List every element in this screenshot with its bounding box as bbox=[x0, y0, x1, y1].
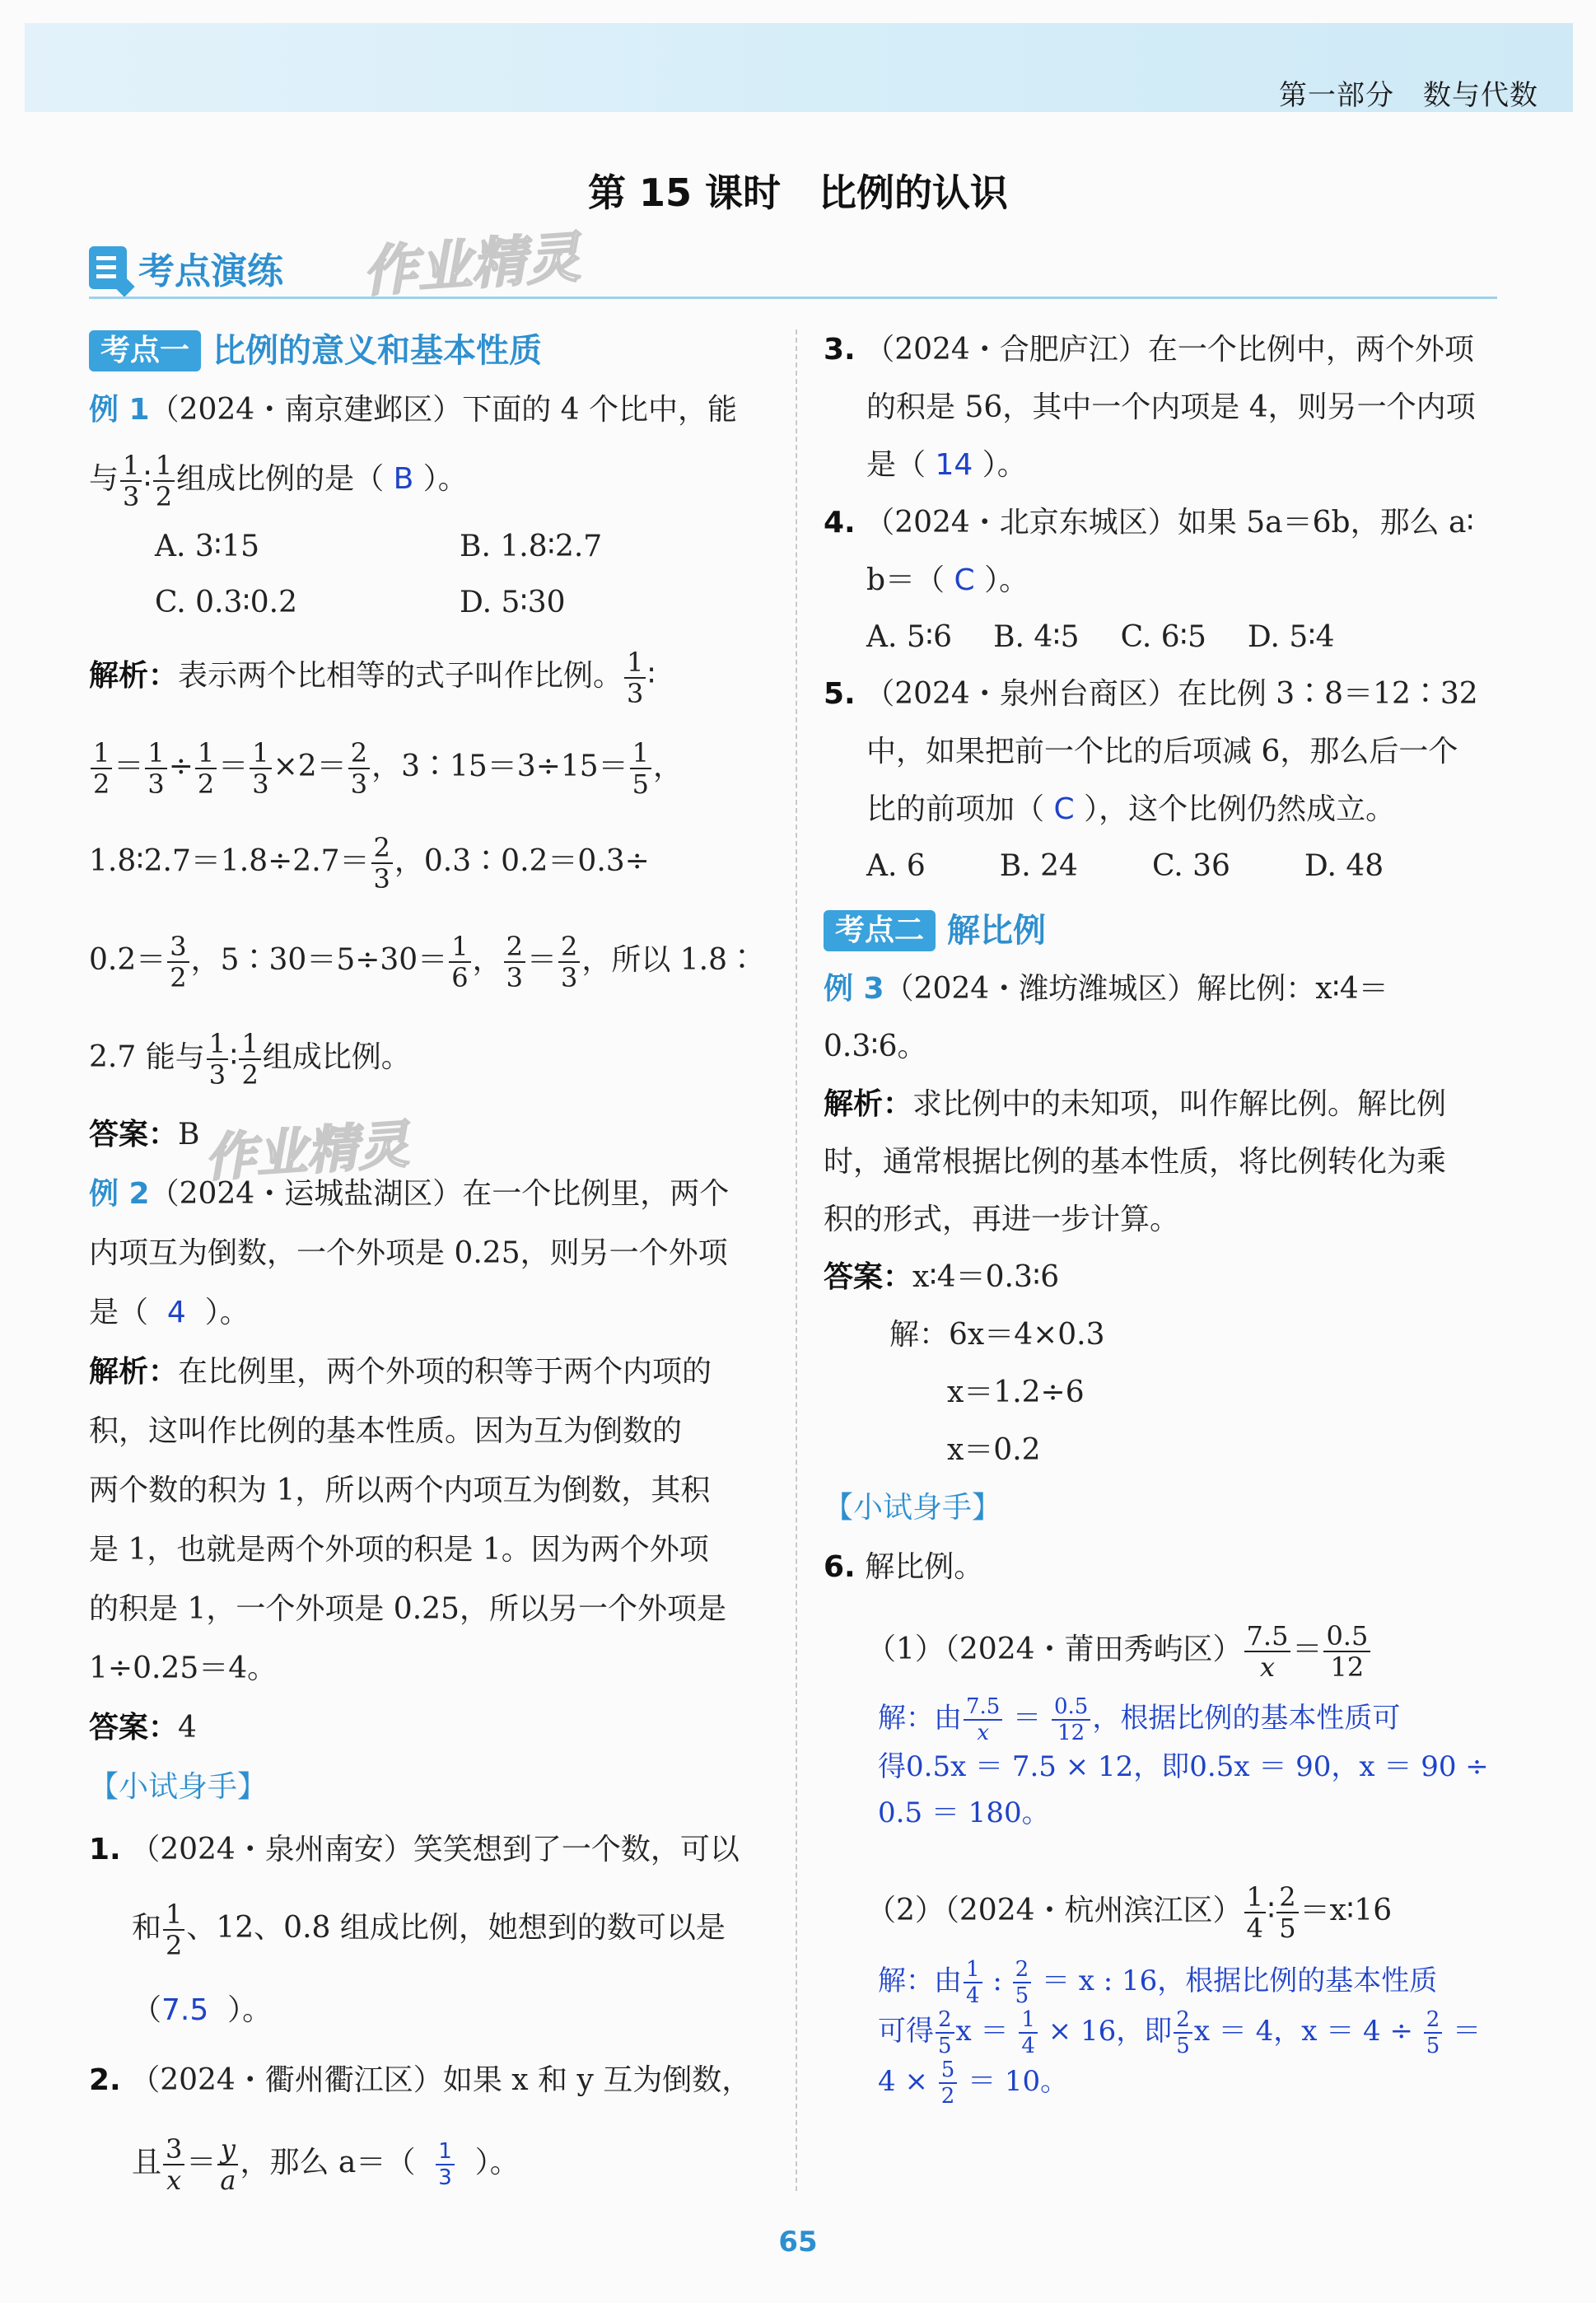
fraction: $\frac{0.5}{12}$ bbox=[1052, 1696, 1090, 1744]
fraction: $\frac{1}{2}$ bbox=[91, 740, 112, 797]
option: C. 0.3∶0.2 bbox=[155, 586, 298, 619]
question-3 bbox=[824, 321, 1507, 494]
analysis: ，0.3∶0.2＝0.3÷ bbox=[394, 844, 650, 878]
solution: 0.5 ＝ 180。 bbox=[878, 1796, 1050, 1829]
fraction: $\frac{2}{5}$ bbox=[936, 2009, 954, 2057]
option: A. 3∶15 bbox=[155, 530, 259, 563]
analysis: 积，这叫作比例的基本性质。因为互为倒数的 bbox=[89, 1414, 683, 1448]
fraction: $\frac{1}{2}$ bbox=[239, 1030, 260, 1088]
question-number: 6. bbox=[824, 1550, 856, 1584]
source: （2024・潍坊潍城区） bbox=[884, 972, 1197, 1006]
solution: × 16，即 bbox=[1038, 2015, 1173, 2048]
analysis: 1.8∶2.7＝1.8÷2.7＝ bbox=[89, 844, 370, 878]
part-label: （2） bbox=[866, 1894, 945, 1927]
fraction: $\frac{2}{3}$ bbox=[558, 933, 580, 991]
solution: ＝ 10。 bbox=[959, 2065, 1069, 2098]
source: （2024・衢州衢江区） bbox=[130, 2063, 443, 2097]
analysis: 求比例中的未知项，叫作解比例。解比例 bbox=[912, 1087, 1447, 1121]
analysis: 0.2＝ bbox=[89, 943, 166, 977]
section-heading bbox=[89, 239, 283, 297]
stem: b＝（ bbox=[866, 563, 945, 597]
source: （2024・南京建邺区） bbox=[149, 393, 463, 427]
fraction: $\frac{1}{3}$ bbox=[250, 740, 271, 797]
stem: ），这个比例仍然成立。 bbox=[1084, 792, 1396, 826]
stem: 和 bbox=[132, 1911, 162, 1945]
fraction: $\frac{1}{2}$ bbox=[153, 452, 175, 510]
stem: 在一个比例中，两个外项 bbox=[1147, 333, 1474, 367]
stem: 在比例 3∶8＝12∶32 bbox=[1177, 677, 1478, 711]
fraction: $\frac{1}{2}$ bbox=[163, 1901, 184, 1959]
analysis: 是 1，也就是两个外项的积是 1。因为两个外项 bbox=[89, 1533, 709, 1567]
option: C. 36 bbox=[1151, 849, 1230, 883]
option: C. 6∶5 bbox=[1120, 620, 1206, 654]
source: （2024・合肥庐江） bbox=[865, 333, 1148, 367]
option: D. 5∶4 bbox=[1247, 620, 1335, 654]
option: A. 5∶6 bbox=[866, 620, 953, 654]
solution-step: x＝0.2 bbox=[947, 1433, 1041, 1467]
solution: 可得 bbox=[878, 2015, 934, 2048]
answer: 14 bbox=[935, 448, 973, 482]
analysis: 表示两个比相等的式子叫作比例。 bbox=[178, 659, 623, 693]
fraction: $\frac{2}{5}$ bbox=[1174, 2009, 1192, 2057]
fraction: $\frac{3}{x}$ bbox=[163, 2136, 184, 2193]
solution: ＝ x : 16，根据比例的基本性质 bbox=[1033, 1964, 1438, 1997]
question-number: 3. bbox=[824, 333, 856, 367]
stem: ）。 bbox=[227, 1993, 273, 2027]
fraction: $\frac{3}{2}$ bbox=[167, 933, 189, 991]
fraction: $\frac{7.5}{x}$ bbox=[964, 1696, 1002, 1744]
watermark: 作业精灵 bbox=[361, 225, 582, 305]
lesson-title: 第 15 课时 比例的认识 bbox=[587, 171, 1009, 215]
solution: 4 × bbox=[878, 2065, 928, 2098]
equation: ＝x∶16 bbox=[1300, 1894, 1393, 1927]
solution: x ＝ bbox=[955, 2015, 1009, 2048]
fraction: $\frac{2}{3}$ bbox=[348, 740, 370, 797]
fraction: $\frac{1}{6}$ bbox=[449, 933, 470, 991]
topic-heading bbox=[824, 901, 1507, 960]
fraction: $\frac{1}{4}$ bbox=[1019, 2009, 1038, 2057]
stem: 组成比例的是（ bbox=[176, 462, 385, 496]
stem: 中，如果把前一个比的后项减 6，那么后一个 bbox=[866, 735, 1458, 768]
option: D. 5∶30 bbox=[460, 586, 566, 619]
fraction: $\frac{2}{5}$ bbox=[1013, 1959, 1032, 2006]
fraction: $\frac{1}{3}$ bbox=[145, 740, 166, 797]
analysis: 时，通常根据比例的基本性质，将比例转化为乘 bbox=[824, 1145, 1447, 1179]
fraction: $\frac{1}{5}$ bbox=[630, 740, 651, 797]
answer: C bbox=[1053, 792, 1075, 826]
solution-step: x∶4＝0.3∶6 bbox=[912, 1260, 1060, 1294]
question-5 bbox=[824, 666, 1507, 895]
page-number: 65 bbox=[778, 2226, 818, 2259]
answer-value: B bbox=[178, 1118, 200, 1152]
fraction: $\frac{1}{3}$ bbox=[624, 649, 646, 707]
fraction: $\frac{2}{5}$ bbox=[1424, 2009, 1443, 2057]
question-number: 4. bbox=[824, 506, 856, 540]
fraction: $\frac{1}{4}$ bbox=[964, 1959, 982, 2006]
solution: 解：由 bbox=[878, 1702, 962, 1735]
stem: 、12、0.8 组成比例，她想到的数可以是 bbox=[186, 1911, 726, 1945]
fraction: $\frac{1}{2}$ bbox=[195, 740, 217, 797]
analysis-label: 解析： bbox=[824, 1087, 913, 1121]
watermark: 作业精灵 bbox=[203, 1114, 411, 1189]
option: B. 24 bbox=[999, 849, 1078, 883]
solution: ，根据比例的基本性质可 bbox=[1092, 1702, 1401, 1735]
solution: ＝ bbox=[1453, 2015, 1482, 2048]
option: D. 48 bbox=[1304, 849, 1384, 883]
header-topic: 数与代数 bbox=[1423, 79, 1538, 112]
fraction: $\frac{2}{5}$ bbox=[1276, 1884, 1298, 1941]
answer-label: 答案： bbox=[89, 1118, 179, 1152]
answer: B bbox=[393, 462, 414, 496]
source: （2024・运城盐湖区） bbox=[149, 1177, 463, 1211]
options bbox=[89, 519, 764, 631]
question-number: 5. bbox=[824, 677, 856, 711]
topic-badge: 考点一 bbox=[89, 330, 201, 371]
fraction: $\frac{2}{3}$ bbox=[371, 834, 393, 892]
example-label: 例 2 bbox=[89, 1177, 150, 1211]
stem: 是（ bbox=[89, 1296, 149, 1329]
stem: ）。 bbox=[982, 448, 1027, 482]
analysis: ，5∶30＝5÷30＝ bbox=[190, 943, 448, 977]
fraction: $\frac{1}{3}$ bbox=[207, 1030, 228, 1088]
option: B. 4∶5 bbox=[993, 620, 1080, 654]
try-label: 【小试身手】 bbox=[89, 1770, 268, 1804]
analysis: 2.7 能与 bbox=[89, 1040, 205, 1074]
question-1 bbox=[89, 1817, 764, 2048]
analysis-label: 解析： bbox=[89, 1355, 179, 1389]
analysis: 在比例里，两个外项的积等于两个内项的 bbox=[178, 1355, 712, 1389]
fraction: $\frac{1}{4}$ bbox=[1244, 1884, 1266, 1941]
right-column bbox=[824, 321, 1507, 2107]
stem: ）。 bbox=[204, 1296, 250, 1329]
fraction: $\frac{1}{3}$ bbox=[120, 452, 142, 510]
topic-heading bbox=[89, 321, 764, 381]
running-header bbox=[1279, 72, 1538, 113]
solution: 得0.5x ＝ 7.5 × 12，即0.5x ＝ 90，x ＝ 90 ÷ bbox=[878, 1750, 1489, 1783]
answer: 7.5 bbox=[161, 1993, 209, 2027]
stem: ，那么 a＝（ bbox=[240, 2146, 416, 2179]
answer-label: 答案： bbox=[824, 1260, 913, 1294]
stem: 是（ bbox=[866, 448, 926, 482]
part-label: （1） bbox=[866, 1633, 945, 1666]
source: （2024・莆田秀屿区） bbox=[944, 1633, 1243, 1666]
stem: 比的前项加（ bbox=[866, 792, 1045, 826]
option: A. 6 bbox=[866, 849, 926, 883]
example-label: 例 3 bbox=[824, 972, 884, 1006]
analysis: 积的形式，再进一步计算。 bbox=[824, 1203, 1180, 1236]
topic-title: 解比例 bbox=[947, 912, 1047, 950]
answer-value: 4 bbox=[178, 1711, 197, 1745]
source: （2024・泉州台商区） bbox=[865, 677, 1178, 711]
question-2: 2. （2024・衢州衢江区）如果 x 和 y 互为倒数， 且 $\frac{3}{x}$ ＝ $\frac{y}{a}$ ，那么 a＝（ $\frac{1}{3}$ ）。 bbox=[89, 2063, 752, 2196]
fraction: $\frac{0.5}{12}$ bbox=[1323, 1623, 1370, 1680]
stem: ）。 bbox=[422, 462, 468, 496]
source: （2024・泉州南安） bbox=[130, 1833, 413, 1866]
options bbox=[824, 839, 1507, 895]
example-2 bbox=[89, 1165, 764, 1758]
example-3 bbox=[824, 960, 1507, 1479]
topic-title: 比例的意义和基本性质 bbox=[212, 332, 543, 370]
analysis-label: 解析： bbox=[89, 659, 179, 693]
fraction: $\frac{5}{2}$ bbox=[939, 2059, 958, 2107]
topic-badge: 考点二 bbox=[824, 910, 936, 951]
stem: 0.3∶6。 bbox=[824, 1030, 927, 1063]
analysis: 的积是 1，一个外项是 0.25，所以另一个外项是 bbox=[89, 1592, 726, 1626]
analysis: ，3∶15＝3÷15＝ bbox=[371, 750, 628, 783]
stem: ）。 bbox=[474, 2146, 520, 2179]
answer-fraction: $\frac{1}{3}$ bbox=[436, 2141, 455, 2189]
stem: 解比例：x∶4＝ bbox=[1197, 972, 1388, 1006]
column-divider bbox=[796, 329, 797, 2191]
source: （2024・北京东城区） bbox=[865, 506, 1178, 540]
header-part: 第一部分 bbox=[1279, 79, 1394, 112]
stem: ）。 bbox=[984, 563, 1029, 597]
fraction: $\frac{7.5}{x}$ bbox=[1244, 1623, 1291, 1680]
analysis: 两个数的积为 1，所以两个内项互为倒数，其积 bbox=[89, 1474, 711, 1507]
stem: 笑笑想到了一个数，可以 bbox=[413, 1833, 740, 1866]
solution: 解：由 bbox=[878, 1964, 962, 1997]
analysis: ，所以 1.8∶ bbox=[581, 943, 758, 977]
fraction: $\frac{2}{3}$ bbox=[504, 933, 525, 991]
question-number: 2. bbox=[89, 2063, 121, 2097]
question-6: 6. 解比例。 （1）（2024・莆田秀屿区） $\frac{7.5}{x}$ ＝ $\frac{0.5}{12}$ 解：由 $\frac{7.5}{x}$ ＝ $\frac{0.5}{12}$ ，根据比例的基本性质可 得0.5x ＝ 7.5 × 12，即0.5x ＝ 90，x ＝ 90 ÷ 0.5 ＝ 180。 （2）（2024・杭州滨江区） $\frac{1}{4}$ ∶ $\frac{2}{5}$ ＝x∶16 解：由 $\frac{1}{4}$ : $\frac{2}{5}$ ＝ x : 16，根据比例的基本性质 可得 $\frac{2}{5}$ x ＝ $\frac{1}{4}$ × 16，即 $\frac{2}{5}$ x ＝ 4，x ＝ 4 ÷ $\frac{2}{5}$ ＝ 4 × $\frac{5}{2}$ ＝ 10。 bbox=[824, 1537, 1507, 2107]
analysis: 组成比例。 bbox=[262, 1040, 411, 1074]
stem: （ bbox=[132, 1993, 162, 2027]
section-title: 考点演练 bbox=[138, 250, 283, 292]
option: B. 1.8∶2.7 bbox=[460, 530, 603, 563]
solution-step: 解：6x＝4×0.3 bbox=[889, 1318, 1105, 1352]
question-4 bbox=[824, 494, 1507, 666]
stem: 下面的 4 个比中，能 bbox=[462, 393, 738, 427]
stem: 的积是 56，其中一个内项是 4，则另一个内项 bbox=[866, 390, 1476, 424]
source: （2024・杭州滨江区） bbox=[944, 1894, 1243, 1927]
left-column bbox=[89, 321, 764, 2212]
answer: C bbox=[954, 563, 975, 597]
question-number: 1. bbox=[89, 1833, 121, 1866]
stem: 如果 x 和 y 互为倒数， bbox=[442, 2063, 752, 2097]
ratio-colon: ∶ bbox=[143, 462, 152, 496]
stem: 与 bbox=[89, 462, 119, 496]
example-1: 例 1（2024・南京建邺区）下面的 4 个比中，能 与 $\frac{1}{3}$ ∶ $\frac{1}{2}$ 组成比例的是（ B ）。 A. 3∶15 B. 1.8∶2.7 C. 0.3∶0.2 D. 5∶30 解析：表示两个比相等的式子叫作比例。 $\frac{1}{3}$ ∶ $\frac{1}{2}$ ＝ $\frac{1}{3}$ ÷ $\frac{1}{2}$ ＝ $\frac{1}{3}$ ×2＝ $\frac{2}{3}$ ，3∶15＝3÷15＝ $\frac{1}{5}$ ， 1.8∶2.7＝1.8÷2.7＝ $\frac{2}{3}$ ，0.3∶0.2＝0.3÷ 0.2＝ $\frac{3}{2}$ ，5∶30＝5÷30＝ $\frac{1}{6}$ ， $\frac{2}{3}$ ＝ $\frac{2}{3}$ ，所以 1.8∶ 2.7 能与 $\frac{1}{3}$ ∶ $\frac{1}{2}$ 组成比例。 答案：B bbox=[89, 381, 764, 1165]
answer: 4 bbox=[166, 1296, 186, 1329]
solution-step: x＝1.2÷6 bbox=[947, 1376, 1085, 1409]
notes-icon bbox=[89, 246, 127, 289]
solution: x ＝ 4，x ＝ 4 ÷ bbox=[1193, 2015, 1413, 2048]
example-label: 例 1 bbox=[89, 393, 150, 427]
analysis: 1÷0.25＝4。 bbox=[89, 1651, 278, 1685]
try-label: 【小试身手】 bbox=[824, 1491, 1002, 1525]
fraction: $\frac{y}{a}$ bbox=[217, 2136, 238, 2193]
stem: 解比例。 bbox=[865, 1550, 984, 1584]
answer-label: 答案： bbox=[89, 1711, 179, 1745]
stem: 在一个比例里，两个 bbox=[462, 1177, 730, 1211]
stem: 内项互为倒数，一个外项是 0.25，则另一个外项 bbox=[89, 1236, 728, 1270]
section-rule bbox=[89, 297, 1497, 299]
stem: 且 bbox=[132, 2146, 162, 2179]
options bbox=[824, 610, 1507, 666]
stem: 如果 5a＝6b，那么 a∶ bbox=[1177, 506, 1474, 540]
